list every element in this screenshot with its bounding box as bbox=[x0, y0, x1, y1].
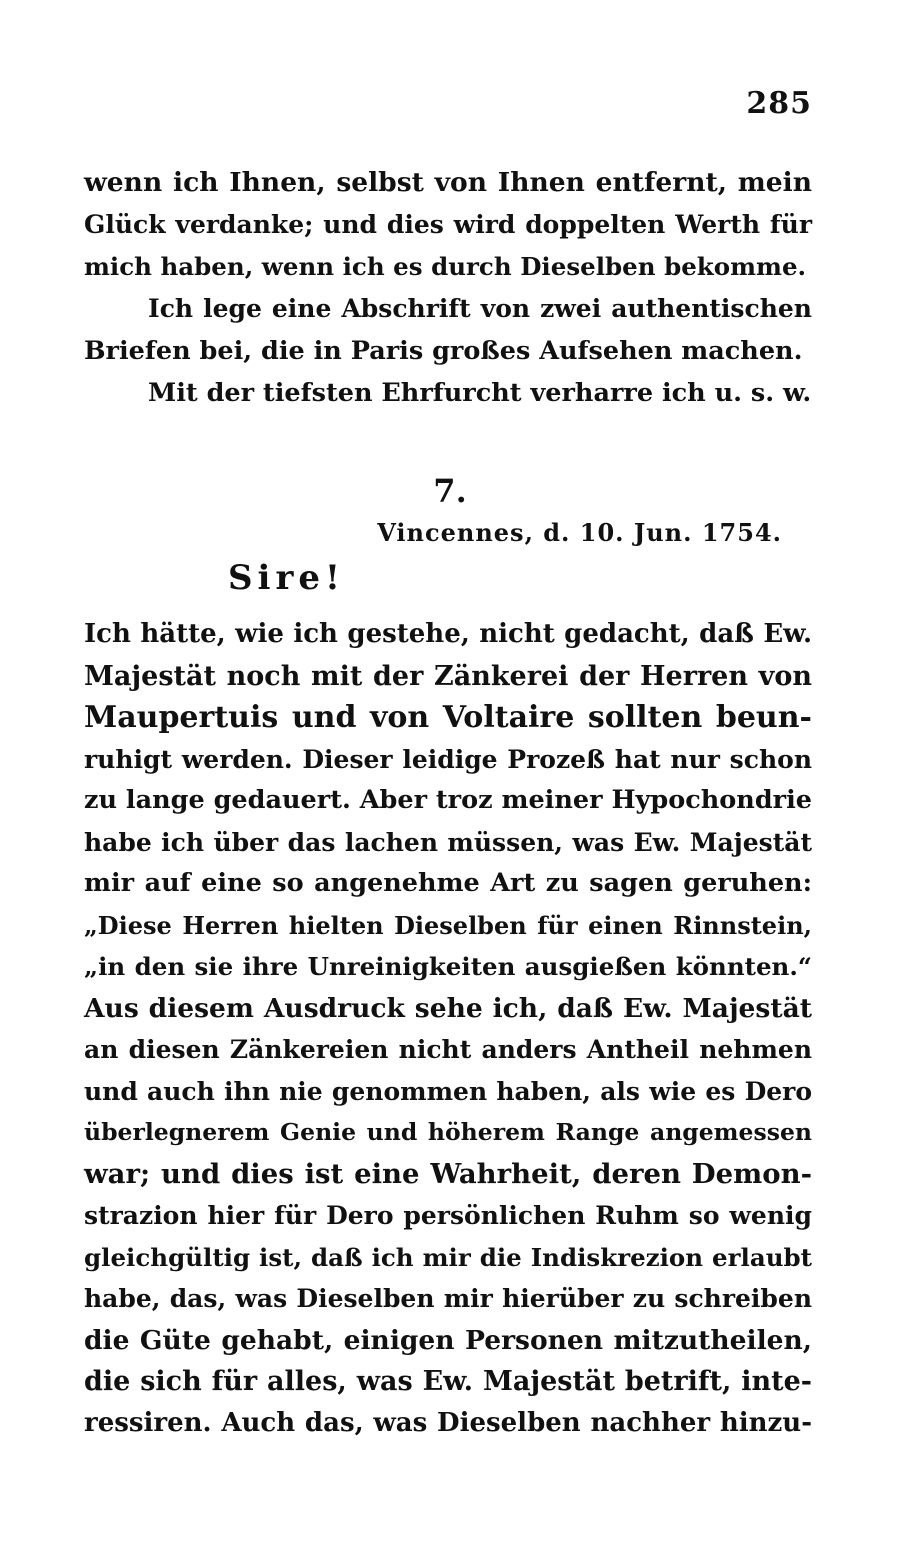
text-line: die Güte gehabt, einigen Personen mitzutheilen, bbox=[84, 1324, 812, 1356]
letter-salutation: Sire! bbox=[228, 558, 345, 598]
text-line: war; und dies ist eine Wahrheit, deren Demon- bbox=[84, 1157, 812, 1190]
text-line: gleichgültig ist, daß ich mir die Indiskrezion erlaubt bbox=[84, 1242, 812, 1272]
text-line: überlegnerem Genie und höherem Range angemessen bbox=[84, 1118, 812, 1146]
text-line: Glück verdanke; und dies wird doppelten Werth für bbox=[84, 210, 812, 239]
text-line: an diesen Zänkereien nicht anders Antheil nehmen bbox=[84, 1035, 812, 1064]
text-line: die sich für alles, was Ew. Majestät betrift, inte- bbox=[84, 1366, 812, 1397]
text-line: wenn ich Ihnen, selbst von Ihnen entfernt, mein bbox=[84, 167, 812, 198]
letter-body bbox=[84, 614, 812, 1444]
text-line: Majestät noch mit der Zänkerei der Herren von bbox=[84, 660, 812, 692]
text-line: zu lange gedauert. Aber troz meiner Hypochondrie bbox=[84, 785, 812, 815]
text-line: habe ich über das lachen müssen, was Ew. Majestät bbox=[84, 827, 812, 857]
text-line: mir auf eine so angenehme Art zu sagen geruhen: bbox=[84, 868, 812, 898]
text-line: strazion hier für Dero persönlichen Ruhm so wenig bbox=[84, 1201, 812, 1230]
text-line: Ich lege eine Abschrift von zwei authentischen bbox=[148, 294, 812, 323]
page-number: 285 bbox=[746, 86, 812, 121]
closing-formula: Mit der tiefsten Ehrfurcht verharre ich u. s. w. bbox=[148, 378, 812, 408]
letter-dateline: Vincennes, d. 10. Jun. 1754. bbox=[377, 518, 782, 547]
text-line: Maupertuis und von Voltaire sollten beun- bbox=[84, 700, 812, 735]
text-line: Ich hätte, wie ich gestehe, nicht gedacht, daß Ew. bbox=[84, 619, 812, 649]
text-line: Aus diesem Ausdruck sehe ich, daß Ew. Majestät bbox=[84, 992, 812, 1024]
text-line: „in den sie ihre Unreinigkeiten ausgießen könnten.“ bbox=[84, 952, 812, 981]
text-line: und auch ihn nie genommen haben, als wie es Dero bbox=[84, 1076, 812, 1106]
text-line: „Diese Herren hielten Dieselben für einen Rinnstein, bbox=[84, 910, 812, 940]
text-line: Briefen bei, die in Paris großes Aufsehen machen. bbox=[84, 336, 803, 366]
text-line: ressiren. Auch das, was Dieselben nachher hinzu- bbox=[84, 1407, 812, 1438]
text-line: habe, das, was Dieselben mir hierüber zu schreiben bbox=[84, 1284, 812, 1313]
letter-number: 7. bbox=[433, 472, 467, 510]
preceding-letter-ending bbox=[84, 162, 812, 414]
text-line: mich haben, wenn ich es durch Dieselben bekomme. bbox=[84, 252, 807, 281]
text-line: ruhigt werden. Dieser leidige Prozeß hat nur schon bbox=[84, 744, 812, 774]
